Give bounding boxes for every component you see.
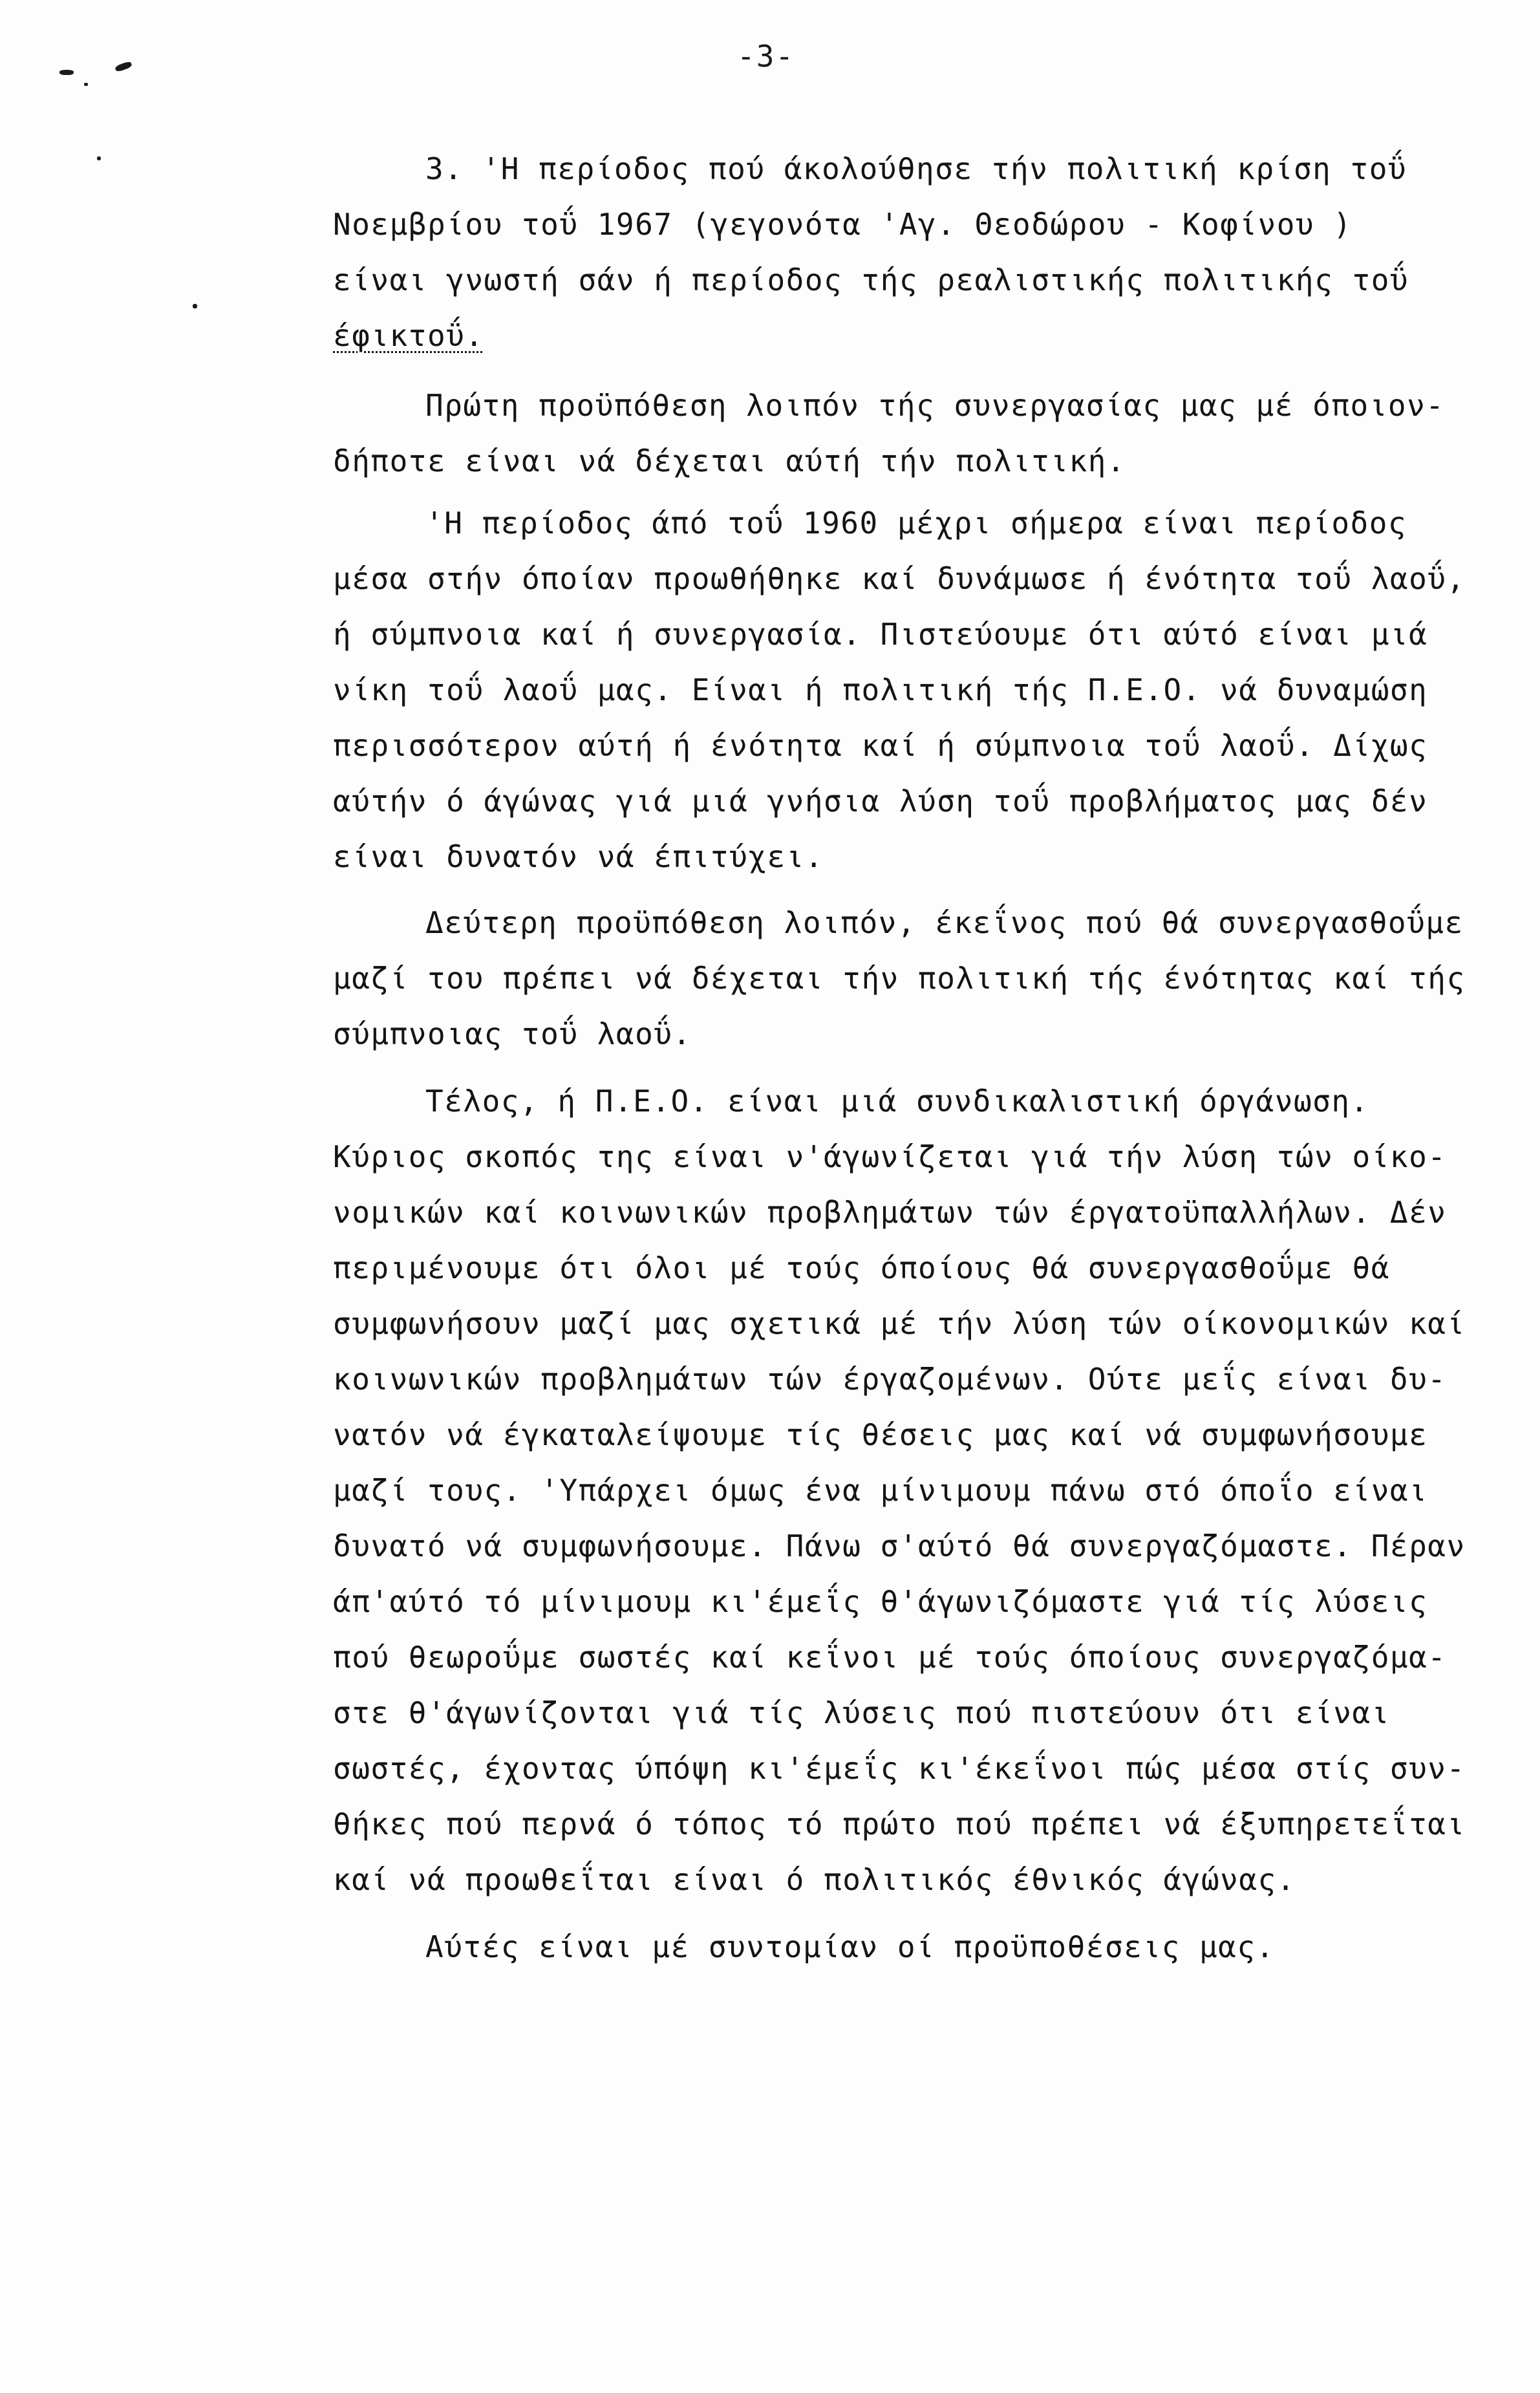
text-line: αύτήν ό άγώνας γιά μιά γνήσια λύση τοΰ προβλήματος μας δέν [333,784,1428,819]
text-line: άπ'αύτό τό μίνιμουμ κι'έμεΐς θ'άγωνιζόμαστε γιά τίς λύσεις [333,1584,1428,1619]
text-line: θήκες πού περνά ό τόπος τό πρώτο πού πρέπει νά έξυπηρετεΐται [333,1807,1466,1841]
text-line: νατόν νά έγκαταλείψουμε τίς θέσεις μας καί νά συμφωνήσουμε [333,1417,1428,1452]
text-line: περιμένουμε ότι όλοι μέ τούς όποίους θά συνεργασθοΰμε θά [333,1250,1390,1285]
text-line: Αύτές είναι μέ συντομίαν οί προϋποθέσεις μας. [425,1929,1275,1964]
text-line: καί νά προωθεΐται είναι ό πολιτικός έθνικός άγώνας. [333,1862,1296,1897]
scan-speck-mark [97,156,101,160]
text-line: Πρώτη προϋπόθεση λοιπόν τής συνεργασίας μας μέ όποιον- [425,388,1445,423]
text-line: νίκη τοΰ λαοΰ μας. Είναι ή πολιτική τής Π.Ε.Ο. νά δυναμώση [333,672,1428,707]
text-line: πού θεωροΰμε σωστές καί κεΐνοι μέ τούς όποίους συνεργαζόμα- [333,1640,1447,1675]
text-line: συμφωνήσουν μαζί μας σχετικά μέ τήν λύση τών οίκονομικών καί [333,1306,1466,1341]
text-line: μαζί του πρέπει νά δέχεται τήν πολιτική τής ένότητας καί τής [333,961,1466,996]
scan-speck-mark [84,83,88,86]
scan-speck-mark [114,61,133,72]
text-line: κοινωνικών προβλημάτων τών έργαζομένων. Ούτε μεΐς είναι δυ- [333,1362,1447,1397]
page-number: -3- [737,39,795,74]
scan-speck-mark [193,304,197,308]
text-line: μαζί τους. 'Υπάρχει όμως ένα μίνιμουμ πάνω στό όποΐο είναι [333,1473,1428,1508]
text-line: Τέλος, ή Π.Ε.Ο. είναι μιά συνδικαλιστική όργάνωση. [425,1084,1369,1119]
text-line: σωστές, έχοντας ύπόψη κι'έμεΐς κι'έκεΐνοι πώς μέσα στίς συν- [333,1751,1466,1786]
scan-speck-mark [59,70,74,75]
text-line: 3. 'Η περίοδος πού άκολούθησε τήν πολιτική κρίση τοΰ [425,151,1407,186]
text-line: περισσότερον αύτή ή ένότητα καί ή σύμπνοια τοΰ λαοΰ. Δίχως [333,728,1428,763]
text-line: δήποτε είναι νά δέχεται αύτή τήν πολιτική. [333,444,1126,478]
text-line: Νοεμβρίου τοΰ 1967 (γεγονότα 'Αγ. Θεοδώρου - Κοφίνου ) [333,207,1353,242]
text-line: μέσα στήν όποίαν προωθήθηκε καί δυνάμωσε ή ένότητα τοΰ λαοΰ, [333,561,1466,596]
text-line: δυνατό νά συμφωνήσουμε. Πάνω σ'αύτό θά συνεργαζόμαστε. Πέραν [333,1529,1466,1563]
text-line: Κύριος σκοπός της είναι ν'άγωνίζεται γιά τήν λύση τών οίκο- [333,1139,1447,1174]
text-line: είναι γνωστή σάν ή περίοδος τής ρεαλιστικής πολιτικής τοΰ [333,263,1409,297]
text-line: σύμπνοιας τοΰ λαοΰ. [333,1016,692,1051]
text-line: είναι δυνατόν νά έπιτύχει. [333,839,824,874]
text-line: νομικών καί κοινωνικών προβλημάτων τών έργατοϋπαλλήλων. Δέν [333,1195,1447,1230]
text-line: 'Η περίοδος άπό τοΰ 1960 μέχρι σήμερα είναι περίοδος [425,506,1407,541]
text-line: ή σύμπνοια καί ή συνεργασία. Πιστεύουμε ότι αύτό είναι μιά [333,617,1428,652]
text-line: έφικτοΰ. [333,318,484,353]
text-line: Δεύτερη προϋπόθεση λοιπόν, έκεΐνος πού θά συνεργασθοΰμε [425,905,1464,940]
text-line: στε θ'άγωνίζονται γιά τίς λύσεις πού πιστεύουν ότι είναι [333,1695,1390,1730]
